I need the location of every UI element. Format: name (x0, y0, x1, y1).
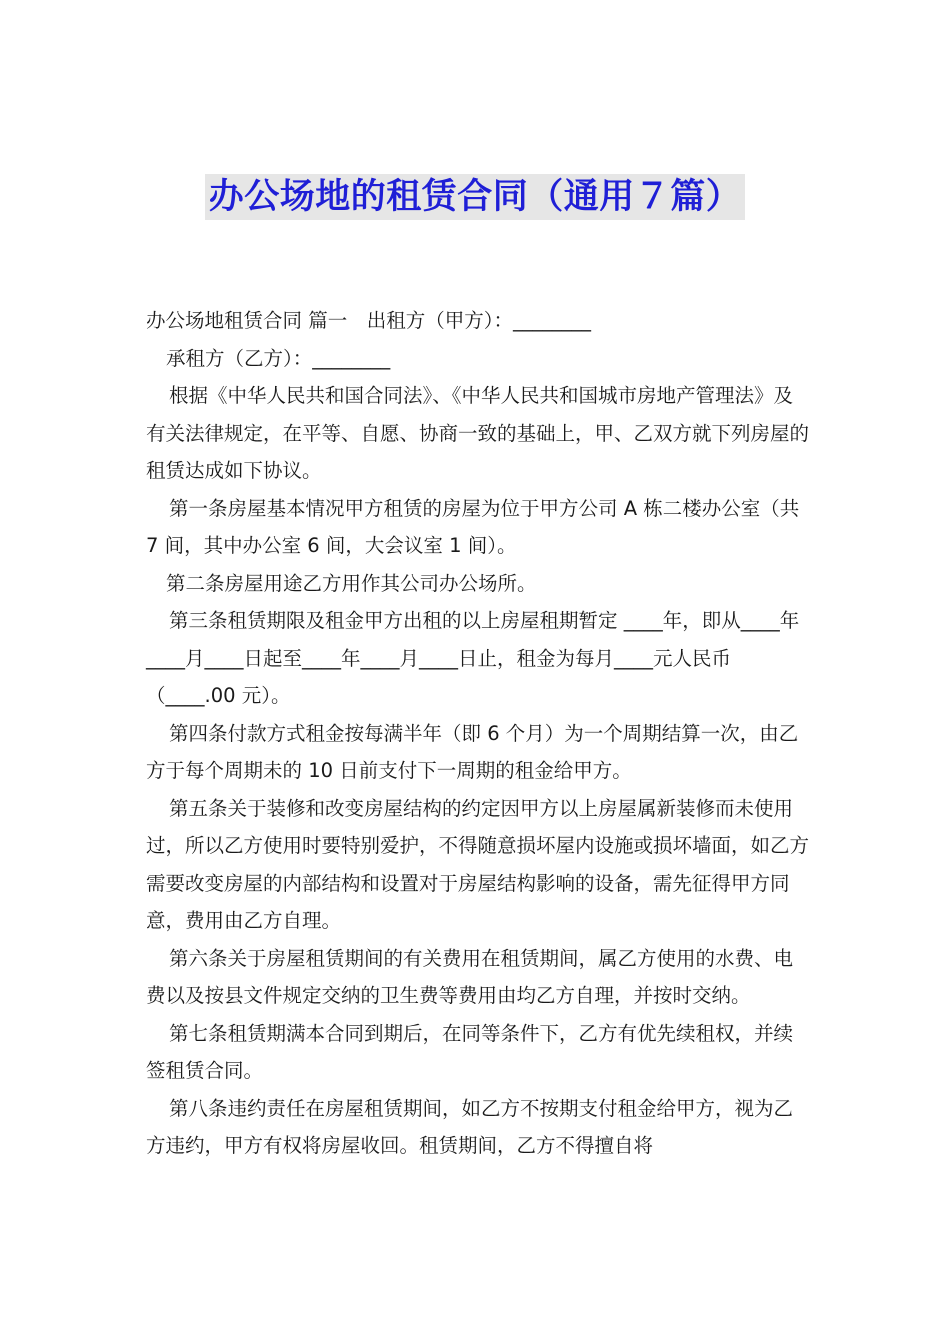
paragraph-article-6: 第六条关于房屋租赁期间的有关费用在租赁期间，属乙方使用的水费、电费以及按县文件规定交纳的卫生费等费用由均乙方自理，并按时交纳。 (146, 946, 794, 1007)
paragraph-opening: 办公场地租赁合同 篇一 出租方（甲方）：________ (146, 309, 591, 332)
document-title: 办公场地的租赁合同（通用７篇） (205, 174, 746, 220)
title-container (0, 174, 950, 220)
paragraph-article-8: 第八条违约责任在房屋租赁期间，如乙方不按期支付租金给甲方，视为乙方违约，甲方有权将房屋收回。租赁期间，乙方不得擅自将 (146, 1096, 794, 1157)
paragraph-basis: 根据《中华人民共和国合同法》、《中华人民共和国城市房地产管理法》及有关法律规定，在平等、自愿、协商一致的基础上，甲、乙双方就下列房屋的租赁达成如下协议。 (146, 384, 810, 482)
paragraph-article-2: 第二条房屋用途乙方用作其公司办公场所。 (166, 571, 537, 595)
document-body (146, 302, 812, 1165)
paragraph-article-1: 第一条房屋基本情况甲方租赁的房屋为位于甲方公司 A 栋二楼办公室（共 7 间，其中办公室 6 间，大会议室 1 间）。 (146, 496, 806, 557)
paragraph-article-5: 第五条关于装修和改变房屋结构的约定因甲方以上房屋属新装修而未使用过，所以乙方使用时要特别爱护，不得随意损坏屋内设施或损坏墙面，如乙方需要改变房屋的内部结构和设置对于房屋结构影响的设备，需先征得甲方同意，费用由乙方自理。 (146, 796, 810, 932)
paragraph-article-3: 第三条租赁期限及租金甲方出租的以上房屋租期暂定 ____年，即从____年____月____日起至____年____月____日止，租金为每月____元人民币（____.00 元）。 (146, 609, 800, 707)
paragraph-lessee: 承租方（乙方）：________ (166, 346, 391, 370)
paragraph-article-4: 第四条付款方式租金按每满半年（即 6 个月）为一个周期结算一次，由乙方于每个周期未的 10 日前支付下一周期的租金给甲方。 (146, 721, 799, 782)
paragraph-article-7: 第七条租赁期满本合同到期后，在同等条件下，乙方有优先续租权，并续签租赁合同。 (146, 1021, 794, 1082)
